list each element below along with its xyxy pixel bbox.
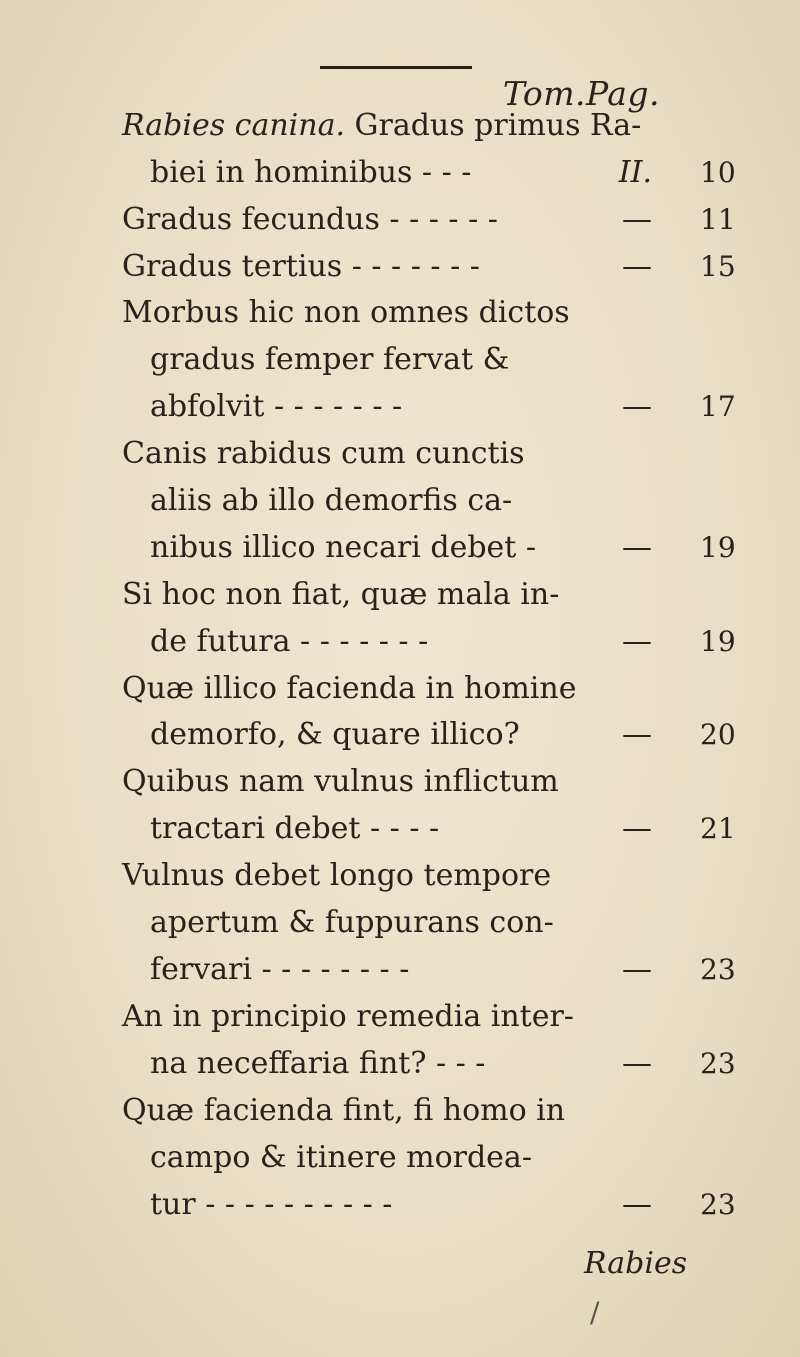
entry-text: apertum & fuppurans con- <box>150 905 554 940</box>
toc-line <box>0 104 800 148</box>
toc-line <box>0 995 800 1039</box>
entry-page: 11 <box>700 203 736 236</box>
entry-text: demorfo, & quare illico? <box>150 717 520 752</box>
footer-mark: / <box>590 1296 600 1329</box>
toc-line <box>0 1089 800 1133</box>
entry-text: nibus illico necari debet - <box>150 530 537 565</box>
entry-text: Gradus fecundus - - - - - - <box>122 202 498 237</box>
entry-text: Morbus hic non omnes dictos <box>122 295 570 330</box>
toc-line <box>0 291 800 335</box>
toc-line <box>0 385 800 429</box>
toc-line <box>0 479 800 523</box>
entry-page: 15 <box>700 250 736 283</box>
entry-tom: — <box>622 624 652 659</box>
toc-line <box>0 526 800 570</box>
entry-text: de futura - - - - - - - <box>150 624 429 659</box>
entry-tom: — <box>622 952 652 987</box>
toc-line <box>0 760 800 804</box>
entry-page: 19 <box>700 625 736 658</box>
entry-page: 23 <box>700 953 736 986</box>
entry-page: 19 <box>700 531 736 564</box>
entry-text: Rabies canina. Gradus primus Ra- <box>122 108 642 143</box>
entry-page: 23 <box>700 1188 736 1221</box>
entry-tom: — <box>622 811 652 846</box>
toc-line <box>0 338 800 382</box>
toc-line <box>0 807 800 851</box>
entry-text: abfolvit - - - - - - - <box>150 389 403 424</box>
entry-tom: — <box>622 389 652 424</box>
toc-line <box>0 198 800 242</box>
entry-text: fervari - - - - - - - - <box>150 952 410 987</box>
entry-tom: — <box>622 249 652 284</box>
toc-line <box>0 1183 800 1227</box>
entry-text: Quæ facienda fint, fi homo in <box>122 1093 566 1128</box>
toc-line <box>0 245 800 289</box>
entry-text: na neceffaria fint? - - - <box>150 1046 486 1081</box>
entry-text: Vulnus debet longo tempore <box>122 858 552 893</box>
entry-text: Canis rabidus cum cunctis <box>122 436 525 471</box>
entry-text: Si hoc non fiat, quæ mala in- <box>122 577 560 612</box>
entry-tom: — <box>622 530 652 565</box>
entry-text: tur - - - - - - - - - - <box>150 1187 393 1222</box>
entry-page: 23 <box>700 1047 736 1080</box>
entry-text: Quæ illico facienda in homine <box>122 671 577 706</box>
entry-text: An in principio remedia inter- <box>122 999 574 1034</box>
entry-text: biei in hominibus - - - <box>150 155 472 190</box>
column-header: Tom.Pag. <box>502 74 660 113</box>
toc-line <box>0 1136 800 1180</box>
toc-line <box>0 713 800 757</box>
entry-tom: II. <box>618 155 652 190</box>
toc-line <box>0 432 800 476</box>
toc-line <box>0 151 800 195</box>
toc-line <box>0 854 800 898</box>
entry-tom: — <box>622 717 652 752</box>
entry-text: aliis ab illo demorfis ca- <box>150 483 513 518</box>
entry-page: 17 <box>700 390 736 423</box>
toc-line <box>0 667 800 711</box>
entry-page: 10 <box>700 156 736 189</box>
entry-text: campo & itinere mordea- <box>150 1140 532 1175</box>
toc-line <box>0 1042 800 1086</box>
header-rule <box>320 66 472 69</box>
entry-text: gradus femper fervat & <box>150 342 510 377</box>
entry-tom: — <box>622 1187 652 1222</box>
catchword: Rabies <box>584 1246 688 1281</box>
entry-tom: — <box>622 1046 652 1081</box>
entry-text: Quibus nam vulnus inflictum <box>122 764 559 799</box>
toc-line <box>0 573 800 617</box>
toc-line <box>0 948 800 992</box>
entry-text: tractari debet - - - - <box>150 811 440 846</box>
entry-lead: Rabies canina. <box>122 108 345 143</box>
entry-page: 21 <box>700 812 736 845</box>
toc-line <box>0 901 800 945</box>
entry-page: 20 <box>700 718 736 751</box>
toc-line <box>0 620 800 664</box>
entry-tom: — <box>622 202 652 237</box>
entry-text: Gradus tertius - - - - - - - <box>122 249 480 284</box>
